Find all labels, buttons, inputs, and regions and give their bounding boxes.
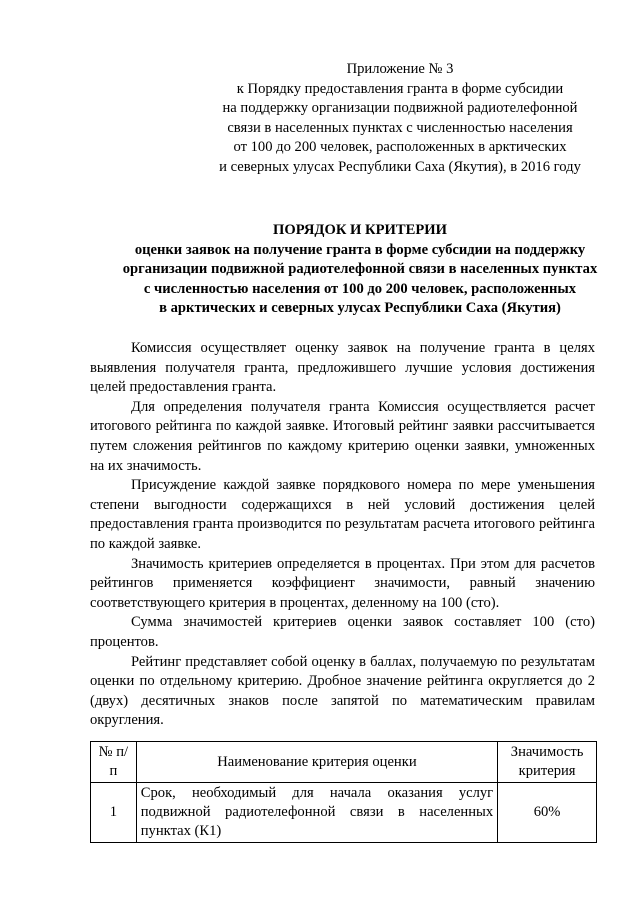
- cell-weight: 60%: [498, 783, 597, 843]
- appendix-header: [190, 60, 610, 178]
- cell-criterion-name: Срок, необходимый для начала оказания услуг подвижной радиотелефонной связи в населенных пунктах (К1): [136, 783, 497, 843]
- document-title: [60, 221, 640, 319]
- appendix-line: связи в населенных пунктах с численностью населения: [227, 119, 573, 136]
- paragraph: Значимость критериев определяется в процентах. При этом для расчетов рейтингов применяется коэффициент значимости, равный значению соответствующего критерия в процентах, деленному на 100 (сто).: [90, 555, 595, 611]
- paragraph: Рейтинг представляет собой оценку в баллах, получаемую по результатам оценки по отдельному критерию. Дробное значение рейтинга округляется до 2 (двух) десятичных знаков после запятой по математическим правилам округления.: [90, 653, 595, 729]
- appendix-line: к Порядку предоставления гранта в форме субсидии: [236, 80, 564, 97]
- paragraph: Комиссия осуществляет оценку заявок на получение гранта в целях выявления получателя гранта, предложившего лучшие условия достижения целей предоставления гранта.: [90, 340, 595, 396]
- title-heading: ПОРЯДОК И КРИТЕРИИ: [273, 222, 447, 238]
- title-line: в арктических и северных улусах Республики Саха (Якутия): [159, 300, 561, 316]
- header-number: № п/п: [91, 742, 137, 783]
- paragraph: Присуждение каждой заявке порядкового номера по мере уменьшения степени выгодности содержащихся в ней условий достижения целей предоставления гранта производится по результатам расчета итогового рейтинга по каждой заявке.: [90, 477, 595, 552]
- appendix-line: Приложение № 3: [346, 61, 454, 77]
- title-line: с численностью населения от 100 до 200 человек, расположенных: [143, 280, 577, 297]
- paragraph: Для определения получателя гранта Комиссия осуществляется расчет итогового рейтинга по каждой заявке. Итоговый рейтинг заявки рассчитывается путем сложения рейтингов по каждому критерию оценки заявки, умноженных на их значимость.: [90, 398, 595, 474]
- header-criterion-name: Наименование критерия оценки: [136, 742, 497, 783]
- appendix-line: и северных улусах Республики Саха (Якутия), в 2016 году: [219, 158, 581, 175]
- cell-number: 1: [91, 783, 137, 843]
- criteria-table: [90, 741, 597, 843]
- appendix-line: от 100 до 200 человек, расположенных в арктических: [233, 139, 567, 156]
- title-line: организации подвижной радиотелефонной связи в населенных пунктах: [122, 261, 598, 277]
- title-line: оценки заявок на получение гранта в форме субсидии на поддержку: [134, 241, 586, 258]
- paragraph: Сумма значимостей критериев оценки заявок составляет 100 (сто) процентов.: [90, 614, 595, 650]
- table-row: [91, 783, 597, 843]
- appendix-line: на поддержку организации подвижной радиотелефонной: [222, 100, 578, 117]
- document-body: [90, 339, 595, 731]
- header-weight: Значимость критерия: [498, 742, 597, 783]
- table-header-row: [91, 742, 597, 783]
